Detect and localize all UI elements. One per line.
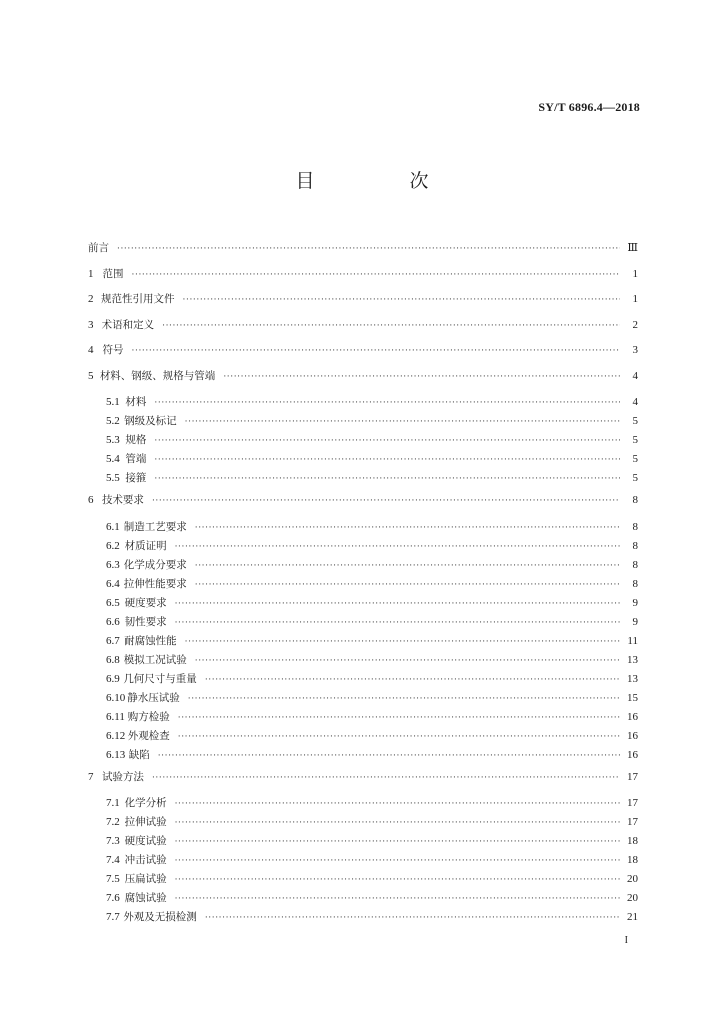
toc-entry-title: 管端 [125, 453, 147, 465]
toc-entry-title: 术语和定义 [101, 318, 155, 331]
toc-entry-page: 13 [627, 672, 638, 685]
toc-entry-title: 材质证明 [124, 539, 167, 552]
toc-leader-dots [183, 288, 620, 314]
toc-entry-number: 6.1 [106, 520, 120, 533]
toc-entry-page: 15 [627, 691, 638, 704]
toc-entry-title: 压扁试验 [124, 873, 167, 885]
toc-entry-page: 16 [627, 729, 638, 742]
toc-entry-title: 静水压试验 [127, 691, 180, 704]
toc-section-entry[interactable] [88, 518, 638, 537]
toc-leader-dots [175, 852, 620, 871]
toc-entry-number: 6.9 [106, 672, 120, 685]
toc-section-entry[interactable] [88, 727, 638, 746]
page-title: 目 次 [295, 170, 467, 192]
toc-chapter-entry[interactable] [88, 262, 638, 288]
toc-entry-page: 5 [632, 453, 638, 465]
toc-entry-title: 模拟工况试验 [123, 653, 187, 666]
toc-entry-title: 缺陷 [128, 748, 150, 761]
toc-entry-number: 6.13 [106, 748, 126, 761]
toc-leader-dots [117, 237, 620, 263]
toc-section-entry[interactable] [88, 431, 638, 450]
toc-entry-title: 规范性引用文件 [101, 293, 175, 305]
toc-entry-page: 8 [632, 577, 638, 590]
toc-leader-dots [195, 557, 620, 576]
toc-entry-title: 符号 [102, 344, 124, 356]
toc-section-entry[interactable] [88, 813, 638, 832]
toc-chapter-entry[interactable] [88, 765, 638, 791]
toc-entry-page: 16 [627, 710, 638, 723]
toc-entry-title: 几何尺寸与重量 [123, 672, 197, 685]
toc-entry-page: Ⅲ [627, 242, 638, 254]
toc-entry-page: 8 [632, 539, 638, 552]
toc-entry-title: 接箍 [125, 472, 147, 484]
toc-entry-title: 硬度要求 [124, 596, 167, 609]
toc-entry-number: 6.3 [106, 558, 120, 571]
toc-entry-page: 1 [632, 267, 638, 280]
toc-entry-title: 前言 [88, 242, 109, 254]
standard-code: SY/T 6896.4—2018 [538, 100, 640, 114]
toc-entry-page: 20 [627, 873, 638, 885]
toc-section-entry[interactable] [88, 870, 638, 889]
toc-entry-number: 6.6 [106, 615, 120, 628]
toc-leader-dots [158, 747, 620, 766]
toc-entry-page: 2 [632, 318, 638, 331]
toc-section-entry[interactable] [88, 889, 638, 908]
toc-entry-number: 7.3 [106, 835, 120, 847]
toc-entry-title: 技术要求 [101, 494, 144, 506]
toc-section-entry[interactable] [88, 393, 638, 412]
toc-leader-dots [195, 519, 620, 538]
toc-section-entry[interactable] [88, 450, 638, 469]
toc-entry-page: 8 [632, 520, 638, 533]
toc-leader-dots [195, 652, 620, 671]
toc-section-entry[interactable] [88, 689, 638, 708]
toc-entry-page: 17 [627, 816, 638, 828]
toc-leader-dots [152, 489, 620, 515]
table-of-contents [88, 236, 638, 927]
toc-entry-number: 3 [88, 318, 94, 331]
page-number: I [624, 935, 628, 946]
toc-section-entry[interactable] [88, 746, 638, 765]
toc-entry-title: 制造工艺要求 [123, 520, 187, 533]
toc-entry-title: 钢级及标记 [124, 415, 177, 427]
toc-entry-title: 拉伸性能要求 [123, 577, 187, 590]
toc-entry-title: 材料、钢级、规格与管端 [99, 369, 216, 382]
toc-entry-title: 硬度试验 [124, 835, 167, 847]
toc-chapter-entry[interactable] [88, 313, 638, 339]
toc-section-entry[interactable] [88, 708, 638, 727]
toc-entry-number: 6.5 [106, 596, 120, 609]
toc-entry-page: 8 [632, 494, 638, 506]
toc-entry-page: 11 [627, 634, 638, 647]
toc-entry-page: 8 [632, 558, 638, 571]
toc-chapter-entry[interactable] [88, 236, 638, 262]
toc-leader-dots [178, 728, 620, 747]
toc-section-entry[interactable] [88, 832, 638, 851]
toc-entry-page: 18 [627, 854, 638, 866]
toc-entry-page: 5 [632, 434, 638, 446]
toc-entry-number: 6.12 [106, 729, 126, 742]
toc-entry-number: 7.1 [106, 797, 120, 809]
toc-entry-number: 6.11 [106, 710, 125, 723]
toc-leader-dots [205, 671, 620, 690]
toc-section-entry[interactable] [88, 794, 638, 813]
toc-entry-page: 4 [632, 369, 638, 382]
toc-entry-title: 韧性要求 [124, 615, 167, 628]
toc-section-entry[interactable] [88, 537, 638, 556]
toc-entry-title: 耐腐蚀性能 [124, 634, 177, 647]
toc-section-entry[interactable] [88, 412, 638, 431]
toc-entry-number: 5.1 [106, 396, 120, 408]
toc-entry-page: 16 [627, 748, 638, 761]
toc-entry-page: 5 [632, 415, 638, 427]
toc-entry-title: 材料 [125, 396, 147, 408]
toc-leader-dots [162, 314, 620, 340]
toc-leader-dots [132, 339, 620, 365]
toc-entry-page: 18 [627, 835, 638, 847]
toc-leader-dots [185, 413, 620, 432]
toc-entry-number: 4 [88, 344, 94, 356]
toc-entry-page: 9 [632, 596, 638, 609]
toc-entry-number: 5.3 [106, 434, 120, 446]
toc-leader-dots [175, 614, 620, 633]
toc-entry-page: 21 [627, 911, 638, 923]
toc-entry-number: 1 [88, 267, 94, 280]
toc-leader-dots [175, 890, 620, 909]
toc-entry-number: 5.4 [106, 453, 120, 465]
toc-entry-number: 7.6 [106, 892, 120, 904]
toc-entry-page: 5 [632, 472, 638, 484]
toc-section-entry[interactable] [88, 632, 638, 651]
toc-entry-number: 5 [88, 369, 94, 382]
toc-leader-dots [178, 709, 620, 728]
toc-entry-page: 9 [632, 615, 638, 628]
toc-entry-page: 3 [632, 344, 638, 356]
toc-section-entry[interactable] [88, 469, 638, 488]
toc-section-entry[interactable] [88, 613, 638, 632]
toc-entry-page: 4 [632, 396, 638, 408]
toc-entry-number: 6.8 [106, 653, 120, 666]
toc-entry-number: 6 [88, 494, 94, 506]
toc-leader-dots [175, 833, 620, 852]
toc-entry-number: 2 [88, 293, 94, 305]
toc-leader-dots [154, 394, 620, 413]
toc-entry-title: 范围 [102, 267, 124, 280]
toc-entry-title: 试验方法 [101, 770, 144, 783]
toc-entry-number: 6.10 [106, 691, 126, 704]
toc-entry-page: 17 [627, 770, 638, 783]
toc-entry-number: 5.2 [106, 415, 120, 427]
toc-section-entry[interactable] [88, 670, 638, 689]
toc-entry-title: 外观检查 [127, 729, 170, 742]
toc-entry-number: 6.7 [106, 634, 120, 647]
toc-section-entry[interactable] [88, 575, 638, 594]
toc-entry-number: 6.2 [106, 539, 120, 552]
toc-section-entry[interactable] [88, 908, 638, 927]
toc-leader-dots [132, 263, 620, 289]
toc-entry-number: 7.2 [106, 816, 120, 828]
toc-leader-dots [188, 690, 620, 709]
toc-section-entry[interactable] [88, 556, 638, 575]
toc-entry-number: 7 [88, 770, 94, 783]
toc-entry-title: 化学分析 [124, 797, 167, 809]
toc-chapter-entry[interactable] [88, 364, 638, 390]
toc-entry-page: 13 [627, 653, 638, 666]
toc-section-entry[interactable] [88, 594, 638, 613]
toc-leader-dots [195, 576, 620, 595]
toc-entry-title: 外观及无损检测 [123, 911, 197, 923]
toc-section-entry[interactable] [88, 851, 638, 870]
toc-leader-dots [154, 451, 620, 470]
toc-entry-number: 7.4 [106, 854, 120, 866]
toc-entry-title: 购方检验 [127, 710, 170, 723]
toc-leader-dots [175, 595, 620, 614]
toc-leader-dots [154, 470, 620, 489]
toc-chapter-entry[interactable] [88, 338, 638, 364]
toc-leader-dots [175, 871, 620, 890]
toc-entry-number: 7.7 [106, 911, 120, 923]
toc-chapter-entry[interactable] [88, 287, 638, 313]
toc-entry-number: 6.4 [106, 577, 120, 590]
toc-entry-page: 1 [632, 293, 638, 305]
toc-section-entry[interactable] [88, 651, 638, 670]
toc-leader-dots [205, 909, 620, 928]
toc-leader-dots [152, 766, 620, 792]
toc-leader-dots [223, 365, 620, 391]
toc-leader-dots [175, 538, 620, 557]
toc-entry-title: 化学成分要求 [123, 558, 187, 571]
toc-entry-title: 腐蚀试验 [124, 892, 167, 904]
toc-chapter-entry[interactable] [88, 488, 638, 514]
toc-entry-page: 17 [627, 797, 638, 809]
toc-leader-dots [154, 432, 620, 451]
toc-entry-page: 20 [627, 892, 638, 904]
toc-entry-number: 7.5 [106, 873, 120, 885]
toc-leader-dots [175, 814, 620, 833]
toc-leader-dots [185, 633, 620, 652]
toc-entry-title: 冲击试验 [124, 854, 167, 866]
toc-entry-title: 拉伸试验 [124, 816, 167, 828]
toc-entry-title: 规格 [125, 434, 147, 446]
toc-leader-dots [175, 795, 620, 814]
toc-entry-number: 5.5 [106, 472, 120, 484]
